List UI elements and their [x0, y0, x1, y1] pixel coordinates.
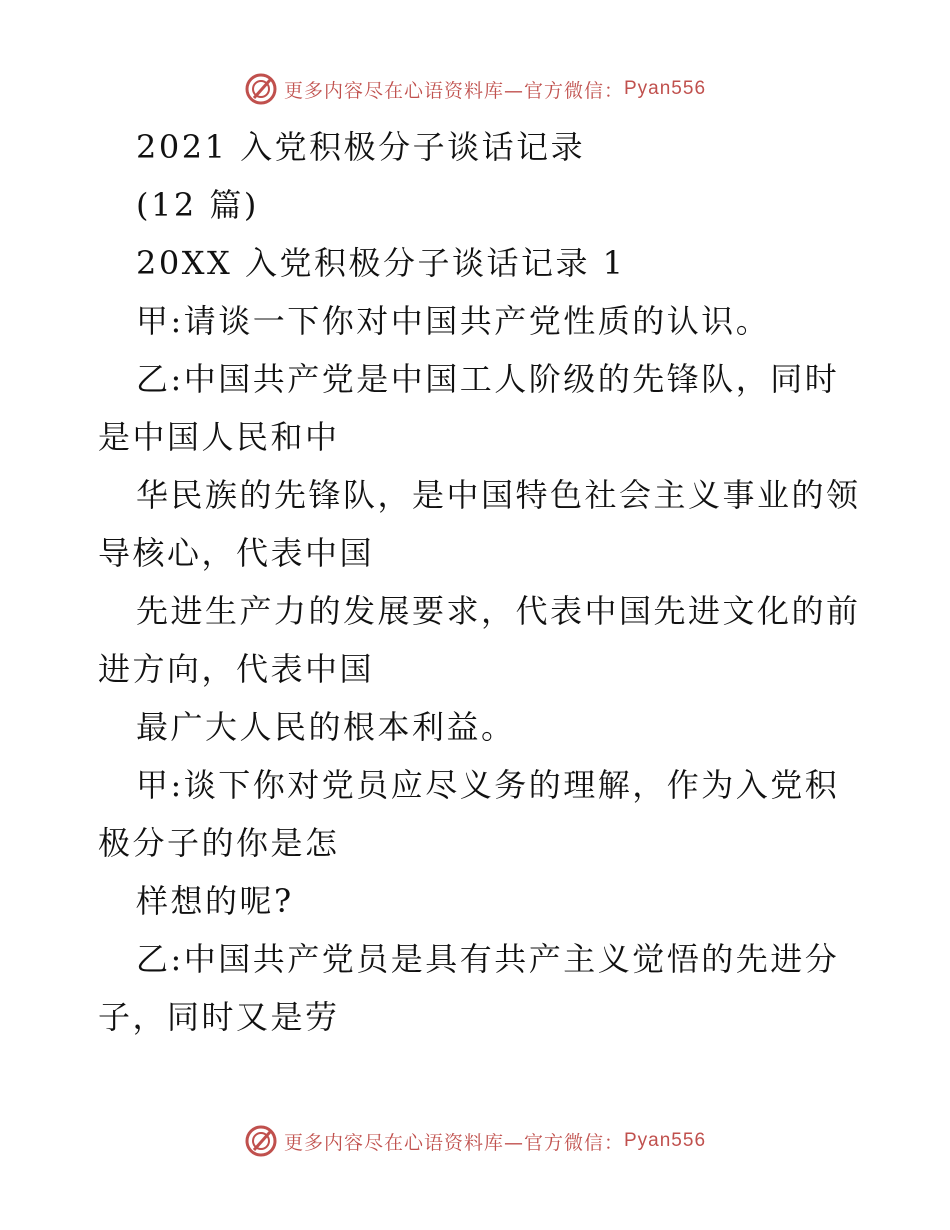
- brand-logo-icon: [244, 72, 278, 106]
- paragraph-line: 华民族的先锋队，是中国特色社会主义事业的领: [136, 476, 861, 514]
- paragraph-line: 样想的呢?: [136, 882, 294, 920]
- footer-watermark: [0, 1124, 950, 1158]
- paragraph-line: 是中国人民和中: [98, 418, 340, 456]
- paragraph-line: 乙:中国共产党是中国工人阶级的先锋队，同时: [136, 360, 840, 398]
- watermark-wechat-id: Pyan556: [624, 1130, 707, 1151]
- watermark-text: 更多内容尽在心语资料库—官方微信：: [283, 1131, 624, 1154]
- brand-logo-icon: [244, 1124, 278, 1158]
- section-heading: 20XX 入党积极分子谈话记录 1: [136, 244, 626, 282]
- paragraph-line: 进方向，代表中国: [98, 650, 375, 688]
- doc-title: 2021 入党积极分子谈话记录: [136, 128, 586, 166]
- watermark-text: 更多内容尽在心语资料库—官方微信：: [283, 79, 624, 102]
- paragraph-line: 导核心，代表中国: [98, 534, 375, 572]
- paragraph-line: 乙:中国共产党员是具有共产主义觉悟的先进分: [136, 940, 840, 978]
- header-watermark: [0, 72, 950, 106]
- paragraph-line: 甲:谈下你对党员应尽义务的理解，作为入党积: [136, 766, 840, 804]
- watermark-wechat-id: Pyan556: [624, 78, 707, 99]
- paragraph-line: 甲:请谈一下你对中国共产党性质的认识。: [136, 302, 771, 340]
- paragraph-line: 极分子的你是怎: [98, 824, 340, 862]
- paragraph-line: 最广大人民的根本利益。: [136, 708, 516, 746]
- paragraph-line: 先进生产力的发展要求，代表中国先进文化的前: [136, 592, 861, 630]
- doc-subtitle: (12 篇): [136, 186, 259, 224]
- paragraph-line: 子，同时又是劳: [98, 998, 340, 1036]
- document-body: [98, 118, 861, 1046]
